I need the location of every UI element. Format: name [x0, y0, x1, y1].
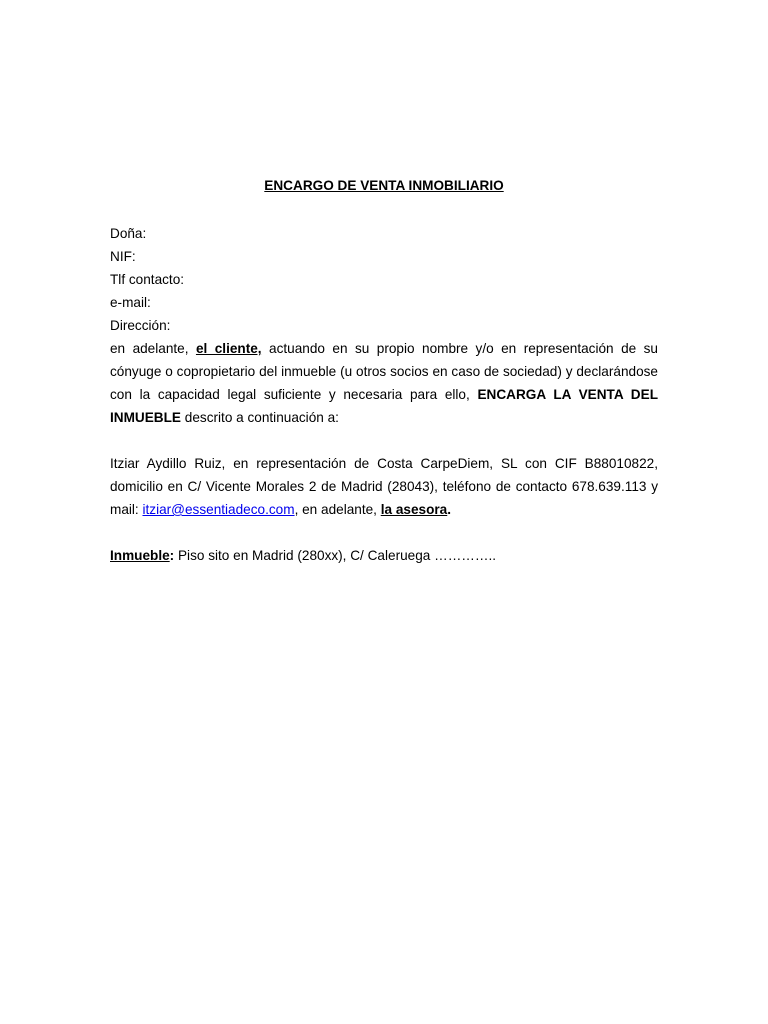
- field-address: Dirección:: [110, 318, 171, 333]
- advisor-term: la asesora: [380, 502, 448, 517]
- advisor-paragraph: [110, 452, 658, 521]
- advisor-email-link[interactable]: itziar@essentiadeco.com: [142, 502, 295, 517]
- client-paragraph: [110, 337, 658, 429]
- property-line: [110, 544, 658, 567]
- client-term: el cliente,: [195, 341, 262, 356]
- field-nif: NIF:: [110, 249, 136, 264]
- encarga-statement: ENCARGA LA VENTA DEL INMUEBLE: [110, 387, 658, 425]
- property-colon: :: [169, 548, 175, 563]
- spacer: [110, 429, 658, 452]
- document-title: ENCARGO DE VENTA INMOBILIARIO: [264, 178, 504, 193]
- document-page: [110, 176, 658, 567]
- advisor-body: Itziar Aydillo Ruiz, en representación de Costa CarpeDiem, SL con CIF B88010822, domicilio en C/ Vicente Morales 2 de Madrid (28043), teléfono de contacto 678.639.113 y mail:: [110, 456, 658, 517]
- spacer: [110, 521, 658, 544]
- client-outro: descrito a continuación a:: [181, 410, 339, 425]
- property-text: Piso sito en Madrid (280xx), C/ Caleruega …………..: [174, 548, 497, 563]
- field-dona: Doña:: [110, 226, 147, 241]
- advisor-middle: , en adelante,: [294, 502, 381, 517]
- property-label: Inmueble: [110, 548, 170, 563]
- field-email: e-mail:: [110, 295, 151, 310]
- advisor-end: .: [447, 502, 452, 517]
- client-fields: [110, 222, 658, 337]
- client-intro: en adelante,: [110, 341, 196, 356]
- field-phone: Tlf contacto:: [110, 272, 185, 287]
- client-body: actuando en su propio nombre y/o en representación de su cónyuge o copropietario del inmueble (u otros socios en caso de sociedad) y declarándose con la capacidad legal suficiente y necesaria para ello,: [110, 341, 658, 402]
